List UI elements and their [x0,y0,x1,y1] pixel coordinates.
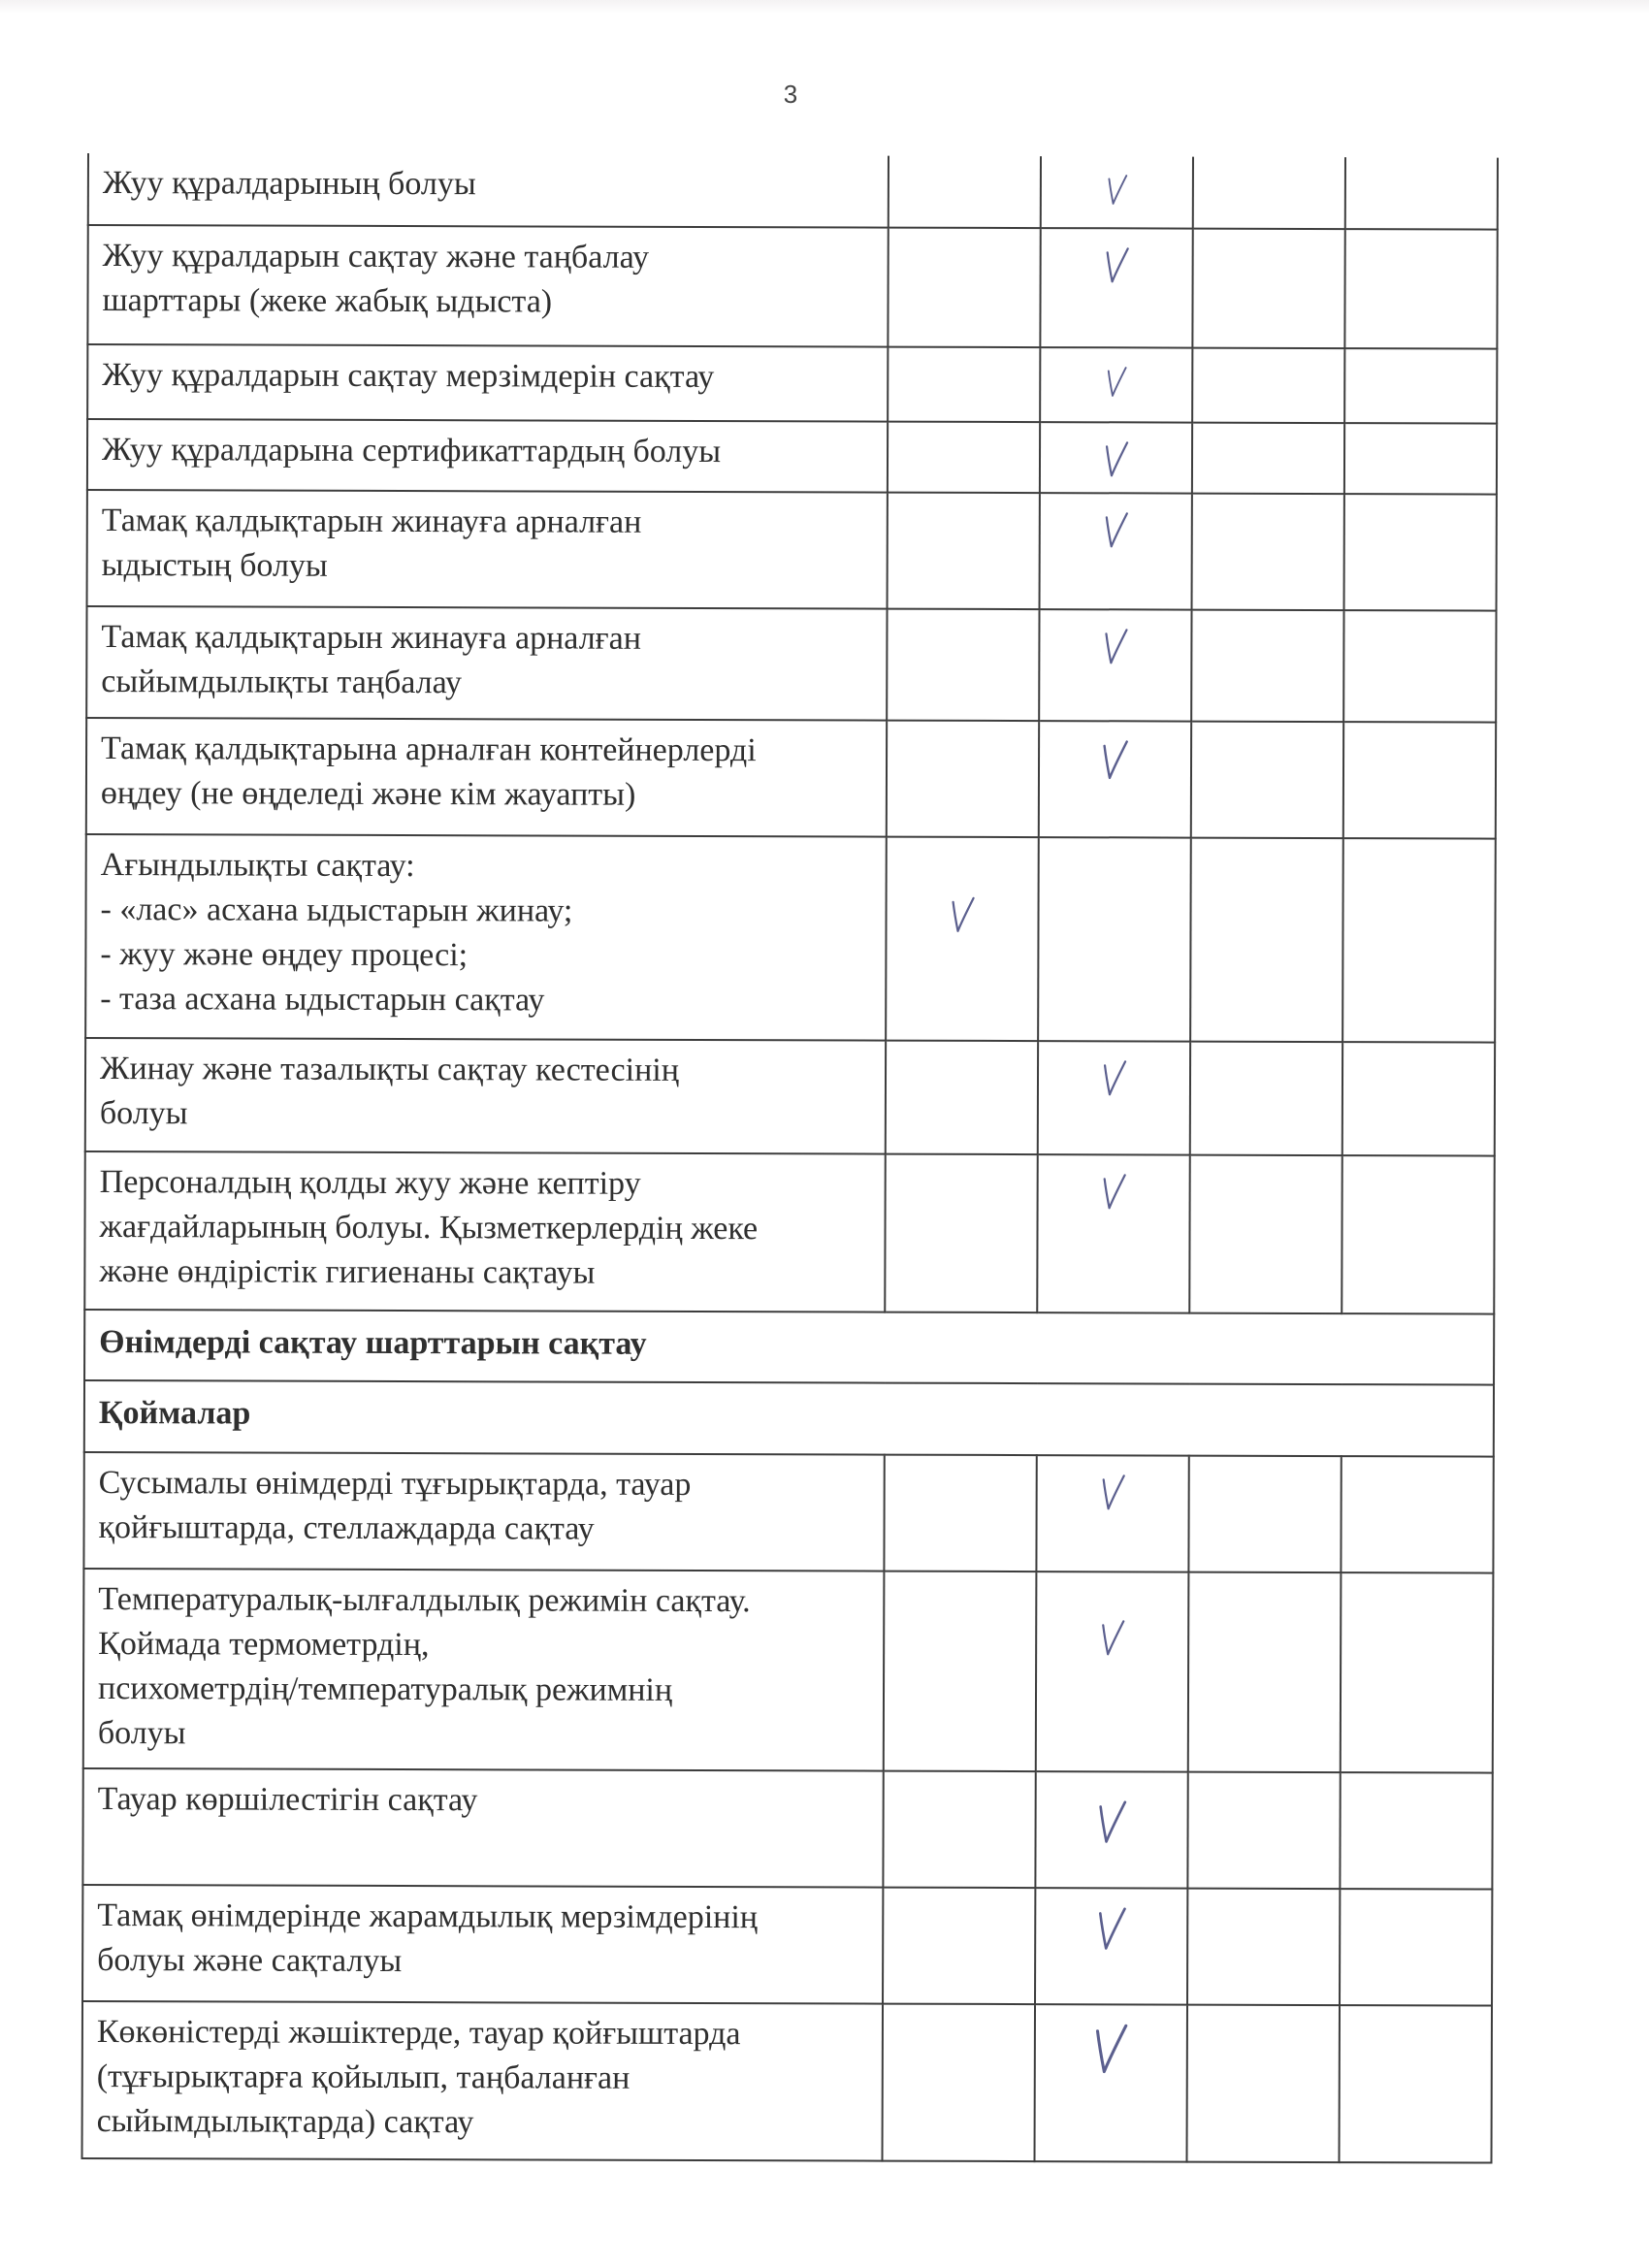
section-header-cell: Қоймалар [84,1380,1494,1457]
check-mark-icon [1100,739,1130,782]
checklist-row [82,2001,1493,2163]
criterion-cell [82,1768,883,1888]
criterion-text-line: Температуралық-ылғалдылық режимін сақтау. [98,1581,751,1620]
criterion-text-line: және өндірістік гигиенаны сақтауы [99,1253,596,1291]
checklist-row [83,1569,1494,1773]
criterion-cell [86,606,887,721]
check-mark-icon [1103,246,1130,285]
mark-cell-2[interactable] [1037,1154,1190,1312]
checklist-row [85,1038,1495,1156]
criterion-text-line: Жуу құралдарын сақтау және таңбалау [102,238,650,275]
mark-cell-1[interactable] [887,721,1039,837]
mark-cell-3[interactable] [1187,1889,1340,2005]
mark-cell-3[interactable] [1190,1042,1342,1155]
criterion-cell [85,834,887,1041]
criterion-cell [87,344,888,422]
criterion-text-line: Тауар көршілестігін сақтау [97,1781,478,1819]
checklist-table [81,153,1499,2164]
mark-cell-1[interactable] [889,156,1041,228]
mark-cell-2[interactable] [1038,1041,1190,1154]
check-mark-icon [1100,1173,1127,1212]
criterion-cell [82,2001,884,2161]
criterion-text-line: Сусымалы өнімдерді тұғырықтарда, тауар [98,1465,692,1503]
mark-cell-4[interactable] [1342,1042,1495,1155]
check-mark-icon [1092,2023,1130,2077]
mark-cell-4[interactable] [1339,2005,1492,2162]
mark-cell-2[interactable] [1036,1455,1188,1571]
mark-cell-1[interactable] [886,837,1039,1041]
check-mark-icon [1100,1059,1127,1098]
mark-cell-4[interactable] [1340,1772,1492,1889]
criterion-text-line: болуы [97,1715,186,1752]
criterion-text-line: болуы [99,1095,188,1132]
criterion-text-line: Жинау және тазалықты сақтау кестесінің [99,1051,680,1088]
criterion-text-line: болуы және сақталуы [97,1942,403,1980]
criterion-cell [87,419,888,493]
mark-cell-2[interactable] [1039,609,1191,721]
criterion-text-line: Тамақ қалдықтарын жинауға арналған [101,619,642,657]
mark-cell-3[interactable] [1192,494,1344,610]
mark-cell-2[interactable] [1040,422,1192,493]
checklist-row [87,225,1497,349]
checklist-row [82,1768,1492,1890]
checklist-row [86,606,1496,723]
mark-cell-3[interactable] [1191,610,1343,722]
mark-cell-3[interactable] [1193,157,1345,229]
criterion-cell [85,1038,886,1154]
checklist-row [82,1885,1492,2006]
mark-cell-4[interactable] [1344,423,1497,494]
checklist-row [83,1452,1493,1573]
section-header-row [84,1380,1494,1457]
criterion-cell [84,1151,886,1312]
check-mark-icon [1105,366,1128,399]
mark-cell-1[interactable] [883,1888,1035,2004]
criterion-text-line: Тамақ қалдықтарына арналған контейнерлерді [101,730,757,769]
mark-cell-2[interactable] [1041,156,1193,228]
mark-cell-3[interactable] [1191,722,1343,838]
criterion-cell [82,1885,883,2004]
criterion-text-line: сыйымдылықтарда) сақтау [96,2103,474,2141]
criterion-text-line: Ағындылықты сақтау: [100,847,415,885]
checklist-row [87,419,1497,495]
mark-cell-4[interactable] [1341,1456,1493,1572]
criterion-cell [86,718,887,837]
mark-cell-4[interactable] [1343,722,1496,838]
mark-cell-1[interactable] [888,493,1040,609]
mark-cell-3[interactable] [1188,1572,1342,1772]
scan-edge [0,0,1649,14]
mark-cell-4[interactable] [1343,610,1496,722]
mark-cell-2[interactable] [1036,1571,1189,1771]
checklist-row [85,834,1496,1043]
mark-cell-2[interactable] [1040,228,1192,347]
section-header-row [84,1310,1494,1385]
mark-cell-4[interactable] [1344,229,1497,348]
mark-cell-1[interactable] [883,2004,1036,2161]
criterion-text-line: өңдеу (не өңделеді және кім жауапты) [100,775,636,813]
mark-cell-3[interactable] [1189,1155,1342,1313]
mark-cell-1[interactable] [884,1455,1036,1571]
criterion-text-line: шарттары (жеке жабық ыдыста) [102,282,553,320]
criterion-text-line: ыдыстың болуы [101,547,328,584]
mark-cell-3[interactable] [1192,423,1344,494]
check-mark-icon [1099,1474,1126,1512]
mark-cell-3[interactable] [1187,1772,1340,1889]
check-mark-icon [1105,174,1128,207]
criterion-text-line: Көкөністерді жәшіктерде, тауар қойғыштарда [96,2014,741,2053]
criterion-text-line: сыйымдылықты таңбалау [101,664,463,701]
mark-cell-1[interactable] [888,422,1040,493]
mark-cell-2[interactable] [1040,493,1192,609]
check-mark-icon [1102,511,1129,550]
criterion-text-line: Тамақ қалдықтарын жинауға арналған [101,502,642,540]
criterion-text-line: - таза асхана ыдыстарын сақтау [100,981,545,1019]
criterion-text-line: психометрдің/температуралық режимнің [97,1670,673,1708]
mark-cell-2[interactable] [1038,837,1191,1041]
check-mark-icon [1099,1619,1126,1658]
mark-cell-4[interactable] [1340,1889,1492,2005]
criterion-text-line: Жуу құралдарына сертификаттардың болуы [101,432,722,470]
check-mark-icon [1102,628,1129,666]
checklist-row [88,153,1498,230]
criterion-cell [87,225,888,347]
mark-cell-3[interactable] [1190,838,1343,1042]
check-mark-icon [1095,1799,1128,1846]
section-header-cell: Өнімдерді сақтау шарттарын сақтау [84,1310,1494,1385]
check-mark-icon [1095,1906,1128,1953]
criterion-text-line: - жуу және өңдеу процесі; [100,936,469,974]
mark-cell-3[interactable] [1187,2005,1341,2162]
mark-cell-2[interactable] [1035,2004,1188,2161]
mark-cell-1[interactable] [883,1771,1035,1888]
checklist-row [86,718,1496,839]
criterion-text-line: - «лас» асхана ыдыстарын жинау; [100,891,573,929]
page-number: 3 [783,80,798,109]
mark-cell-4[interactable] [1344,348,1497,423]
mark-cell-1[interactable] [886,1041,1038,1154]
criterion-cell [87,490,888,609]
criterion-text-line: Тамақ өнімдерінде жарамдылық мерзімдерінің [97,1897,759,1936]
checklist-row [87,490,1497,611]
mark-cell-1[interactable] [888,228,1040,347]
mark-cell-4[interactable] [1341,1572,1494,1772]
mark-cell-4[interactable] [1342,838,1496,1042]
mark-cell-4[interactable] [1344,494,1497,610]
mark-cell-1[interactable] [887,609,1039,721]
mark-cell-1[interactable] [885,1154,1038,1312]
check-mark-icon [949,896,976,935]
criterion-cell [83,1452,884,1571]
criterion-text-line: қойғыштарда, стеллаждарда сақтау [98,1509,595,1547]
mark-cell-1[interactable] [884,1571,1037,1771]
criterion-text-line: Жуу құралдарының болуы [102,165,476,203]
mark-cell-2[interactable] [1040,347,1192,422]
check-mark-icon [1102,440,1129,479]
criterion-cell [88,153,889,228]
mark-cell-4[interactable] [1345,157,1498,229]
mark-cell-4[interactable] [1342,1155,1495,1313]
mark-cell-2[interactable] [1035,1888,1187,2004]
mark-cell-1[interactable] [888,347,1040,422]
criterion-cell [83,1569,885,1771]
mark-cell-2[interactable] [1035,1771,1187,1888]
checklist-row [84,1151,1495,1314]
criterion-text-line: Қоймада термометрдің, [98,1626,430,1664]
mark-cell-3[interactable] [1192,229,1344,348]
mark-cell-3[interactable] [1188,1456,1341,1572]
checklist-table-body [82,153,1498,2163]
mark-cell-3[interactable] [1192,348,1344,423]
criterion-text-line: (тұғырықтарға қойылып, таңбаланған [96,2058,630,2096]
criterion-text-line: Жуу құралдарын сақтау мерзімдерін сақтау [102,357,715,396]
criterion-text-line: Персоналдың қолды жуу және кептіру [99,1164,641,1202]
criterion-text-line: жағдайларының болуы. Қызметкерлердің жеке [99,1209,759,1247]
checklist-row [87,344,1497,424]
mark-cell-2[interactable] [1039,721,1191,837]
